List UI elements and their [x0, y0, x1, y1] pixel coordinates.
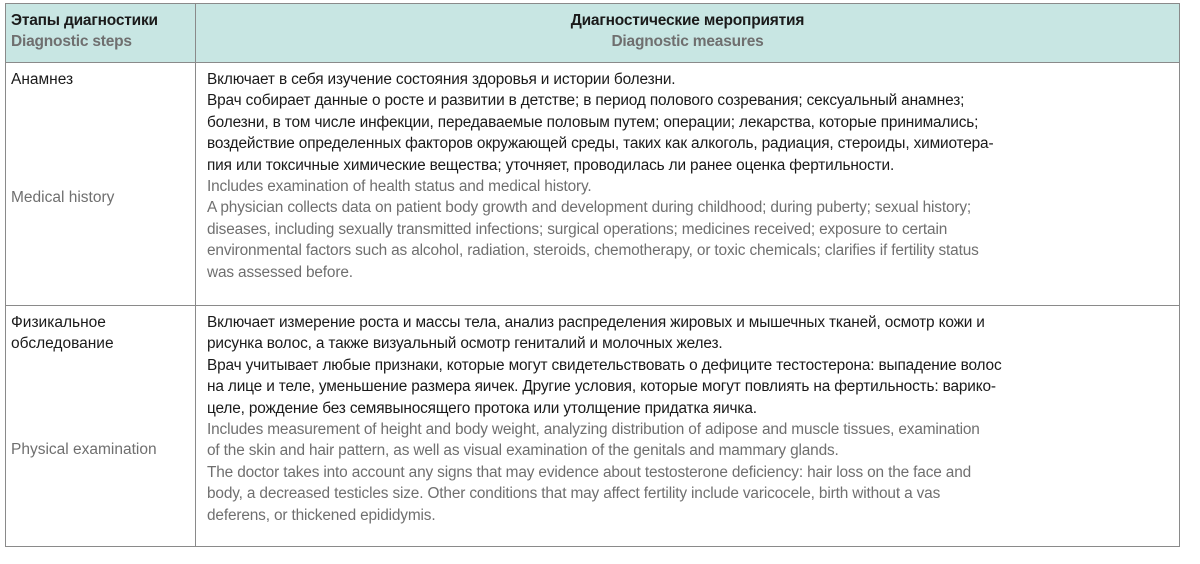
measures-cell: [196, 63, 1179, 305]
measure-line-ru: рисунка волос, а также визуальный осмотр гениталий и молочных желез.: [207, 335, 723, 353]
measure-line-en: environmental factors such as alcohol, radiation, steroids, chemotherapy, or toxic chemicals; clarifies if fertility status: [207, 242, 979, 260]
measure-line-en: deferens, or thickened epididymis.: [207, 506, 436, 524]
header-measures-ru: Диагностические мероприятия: [570, 12, 805, 29]
measure-line-ru: воздействие определенных факторов окружающей среды, таких как алкоголь, радиация, стероиды, химиотера-: [207, 135, 994, 153]
measure-line-en: The doctor takes into account any signs that may evidence about testosterone deficiency: hair loss on the face and: [207, 463, 972, 481]
step-label-ru: [6, 306, 195, 354]
table-header: [6, 4, 1179, 63]
diagnostic-table: [5, 3, 1180, 547]
measure-line-en: of the skin and hair pattern, as well as visual examination of the genitals and mammary glands.: [207, 442, 839, 460]
measure-line-ru: на лице и теле, уменьшение размера яичек. Другие условия, которые могут повлиять на фертильность: варико-: [207, 378, 996, 396]
header-measures-cell: [196, 4, 1179, 62]
measures-text: [196, 306, 1179, 528]
measure-line-ru: Включает в себя изучение состояния здоровья и истории болезни.: [207, 71, 676, 88]
table-row: [6, 306, 1179, 546]
measure-line-ru: Врач собирает данные о росте и развитии в детстве; в период полового созревания; сексуальный анамнез;: [207, 92, 965, 110]
measure-line-en: diseases, including sexually transmitted infections; surgical operations; medicines received; exposure to certain: [207, 220, 948, 238]
step-label-en: Physical examination: [11, 441, 157, 458]
header-measures-en: Diagnostic measures: [611, 33, 764, 50]
measure-line-en: Includes examination of health status and medical history.: [207, 178, 592, 196]
step-label-ru-line: Физикальное: [11, 314, 106, 331]
measure-line-ru: пия или токсичные химические вещества; уточняет, проводилась ли ранее оценка фертильности.: [207, 156, 895, 174]
measure-line-en: A physician collects data on patient body growth and development during childhood; during puberty; sexual history;: [207, 199, 972, 217]
measure-line-en: was assessed before.: [207, 263, 353, 281]
measure-line-ru: Включает измерение роста и массы тела, анализ распределения жировых и мышечных тканей, осмотр кожи и: [207, 314, 985, 331]
measure-line-ru: целе, рождение без семявыносящего протока или утолщение придатка яичка.: [207, 399, 757, 417]
table-row: [6, 63, 1179, 306]
step-cell: [6, 63, 196, 305]
header-steps-cell: [6, 4, 196, 62]
measure-line-en: Includes measurement of height and body weight, analyzing distribution of adipose and muscle tissues, examination: [207, 421, 980, 439]
step-label-ru-line: обследование: [11, 335, 114, 352]
header-steps-ru: Этапы диагностики: [11, 12, 158, 29]
measure-line-en: body, a decreased testicles size. Other conditions that may affect fertility include varicocele, birth without a vas: [207, 485, 941, 503]
measure-line-ru: Врач учитывает любые признаки, которые могут свидетельствовать о дефиците тестостерона: выпадение волос: [207, 356, 1002, 374]
measures-text: [196, 63, 1179, 285]
step-label-en: Medical history: [11, 189, 115, 206]
measure-line-ru: болезни, в том числе инфекции, передаваемые половым путем; операции; лекарства, которые принимались;: [207, 113, 979, 131]
measures-cell: [196, 306, 1179, 546]
header-steps-en: Diagnostic steps: [11, 33, 132, 50]
step-label-ru: Анамнез: [11, 71, 74, 88]
step-cell: [6, 306, 196, 546]
